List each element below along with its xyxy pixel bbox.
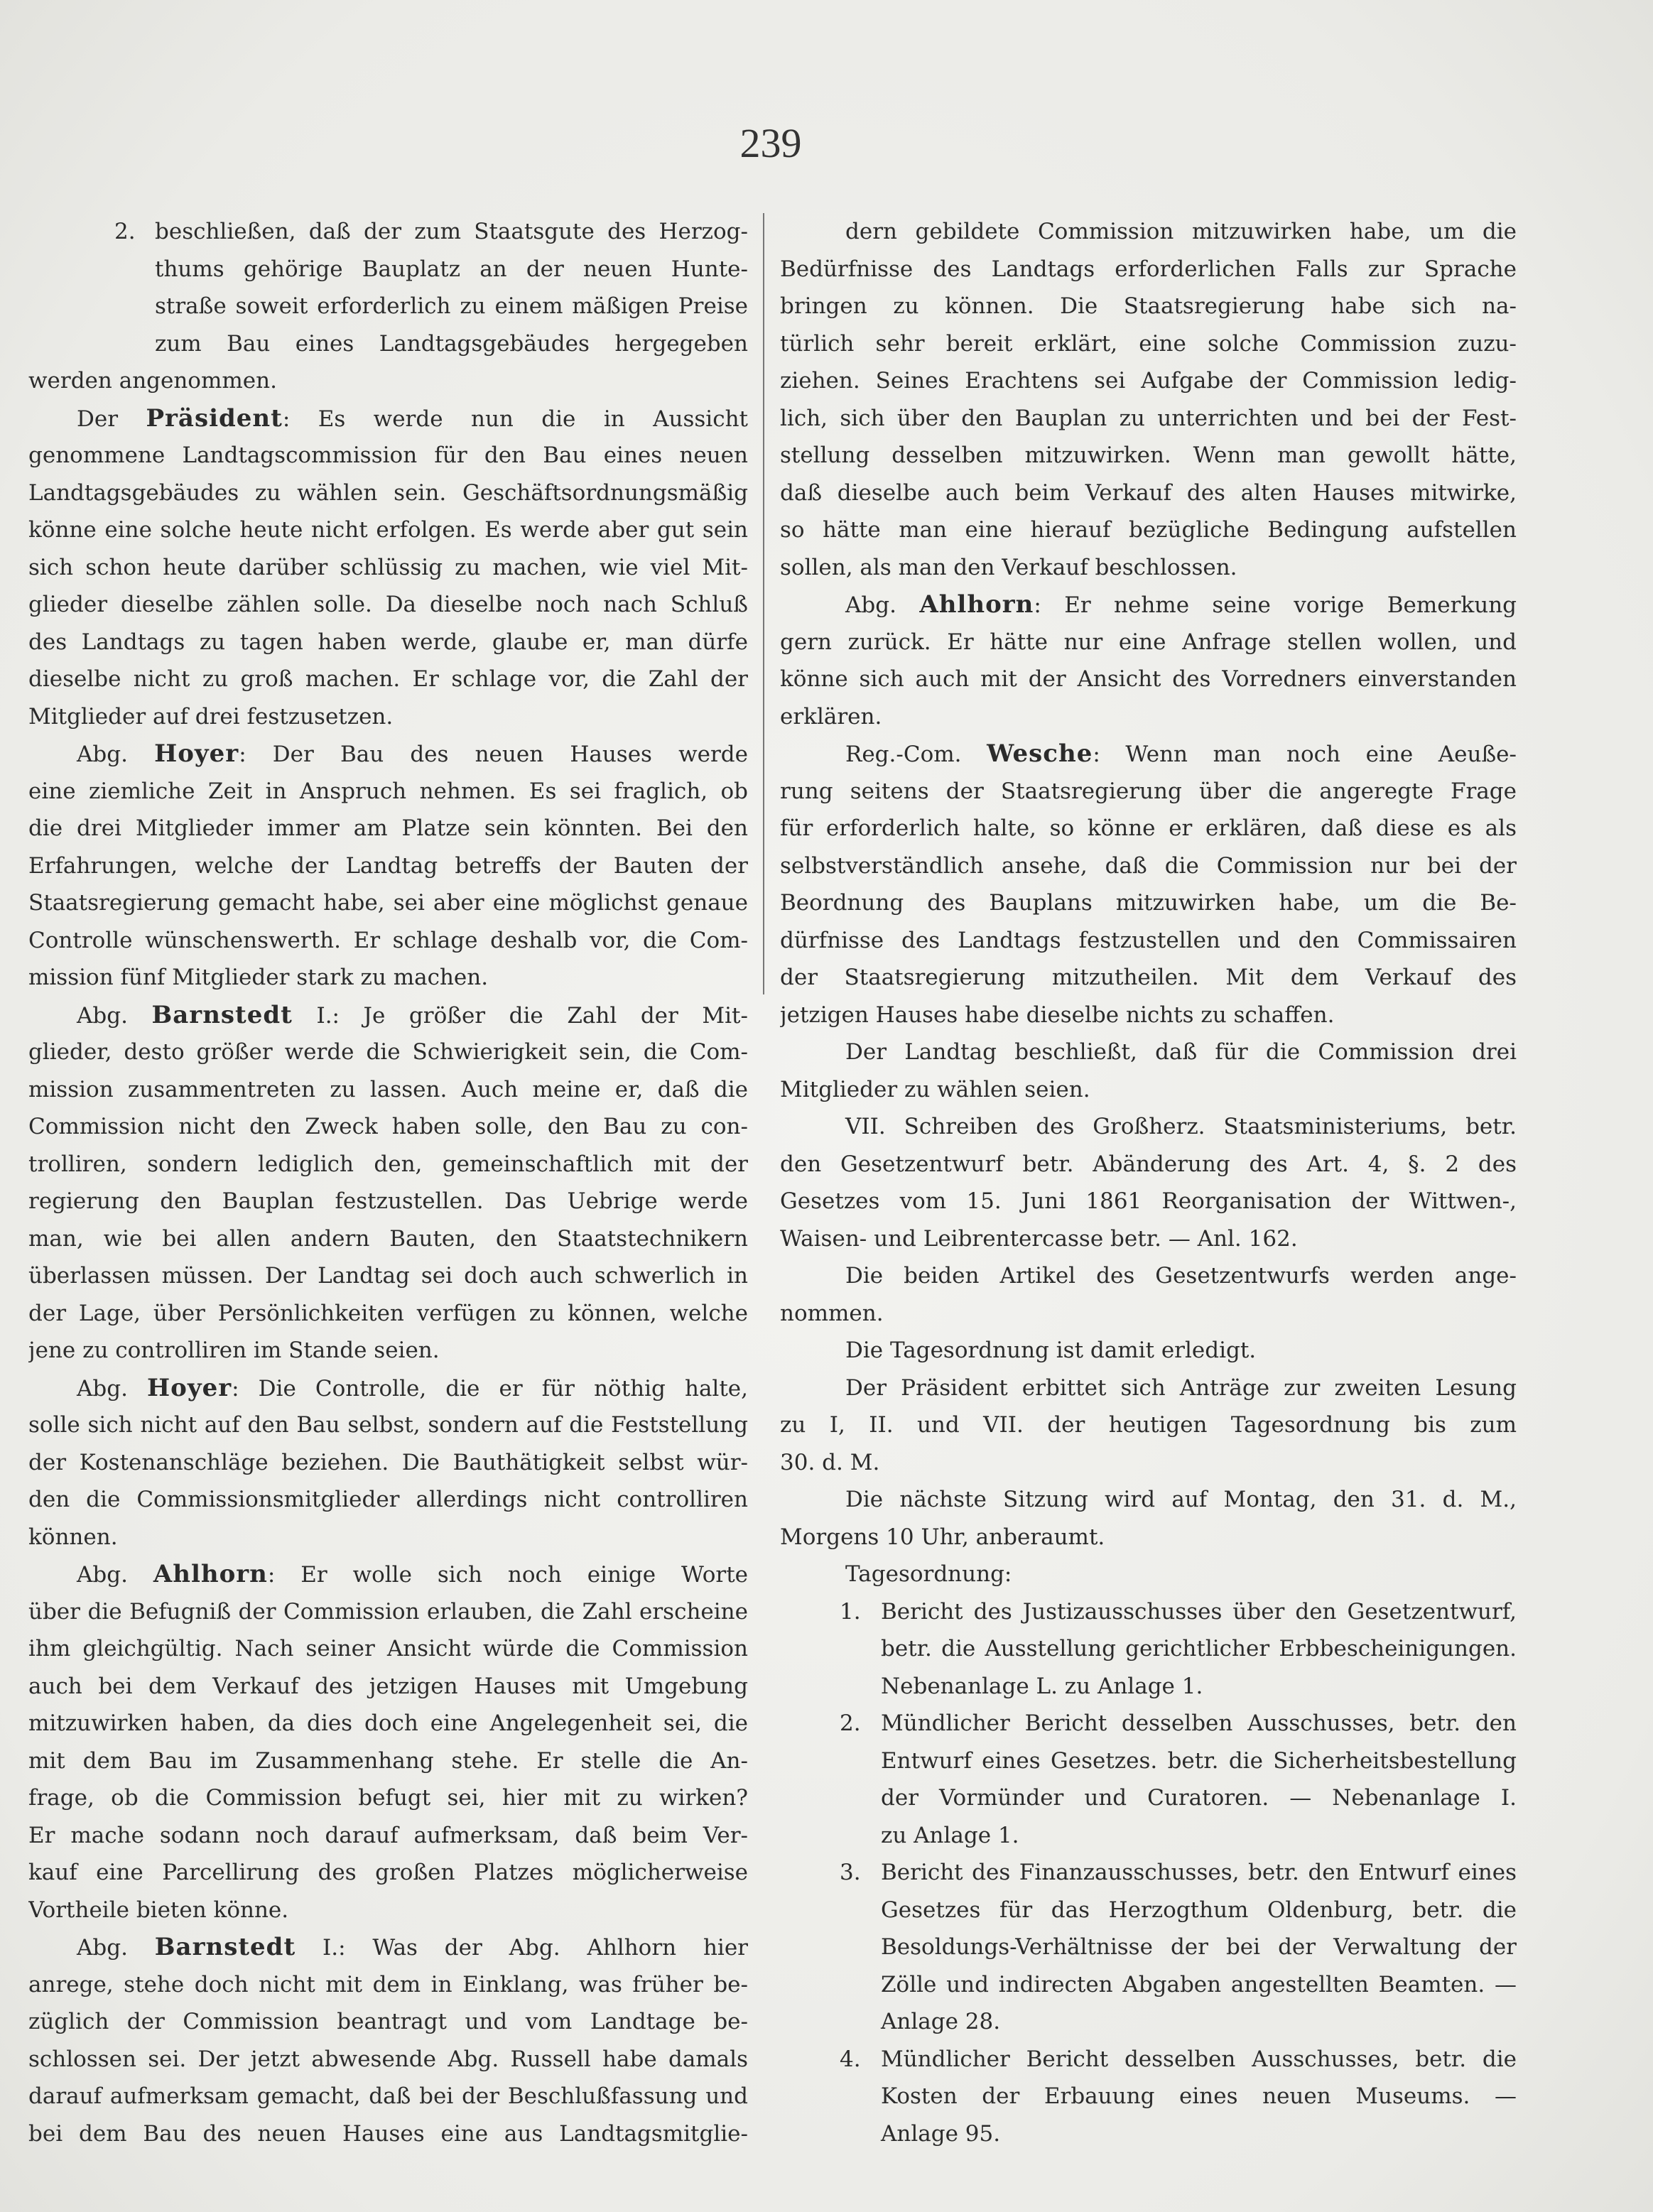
text-line: zum Bau eines Landtagsgebäudes hergegeben — [155, 330, 748, 357]
text-line: Beordnung des Bauplans mitzuwirken habe, um die Be- — [780, 890, 1517, 916]
speech-paragraph — [28, 1556, 748, 1929]
text-line: glieder dieselbe zählen solle. Da dieselbe noch nach Schluß — [28, 592, 748, 617]
text-line: überlassen müssen. Der Landtag sei doch auch schwerlich in — [28, 1263, 748, 1289]
text-line: kauf eine Parcellirung des großen Platzes möglicherweise — [28, 1860, 748, 1885]
speech-text: : Es werde nun die in Aussicht — [282, 406, 748, 432]
text-line: mit dem Bau im Zusammenhang stehe. Er stelle die An- — [28, 1747, 748, 1774]
text-line — [28, 400, 748, 438]
text-line: der Vormünder und Curatoren. — Nebenanlage I. — [881, 1785, 1517, 1811]
item-number: 2. — [114, 219, 136, 244]
speaker-name: Hoyer — [154, 739, 239, 768]
text-line: ziehen. Seines Erachtens sei Aufgabe der Commission ledig- — [780, 368, 1517, 394]
text-line: ihm gleichgültig. Nach seiner Ansicht würde die Commission — [28, 1636, 748, 1661]
text-line: sollen, als man den Verkauf beschlossen. — [780, 554, 1237, 580]
text-line: eine ziemliche Zeit in Anspruch nehmen. Es sei fraglich, ob — [28, 778, 748, 804]
text-line: könne eine solche heute nicht erfolgen. Es werde aber gut sein — [28, 517, 748, 543]
text-line: straße soweit erforderlich zu einem mäßigen Preise — [155, 293, 748, 319]
speech-text: : Wenn man noch eine Aeuße- — [1093, 742, 1517, 767]
text-line — [28, 1556, 748, 1593]
text-line: Waisen- und Leibrentercasse betr. — Anl. 162. — [780, 1225, 1298, 1252]
text-line: so hätte man eine hierauf bezügliche Bedingung aufstellen — [780, 517, 1517, 543]
paragraph — [780, 1370, 1517, 1482]
item-number: 3. — [840, 1860, 861, 1885]
text-line: Der Präsident erbittet sich Anträge zur zweiten Lesung — [845, 1375, 1517, 1401]
text-line: frage, ob die Commission befugt sei, hier mit zu wirken? — [28, 1785, 748, 1811]
speaker-name: Ahlhorn — [153, 1560, 268, 1588]
text-line: Mündlicher Bericht desselben Ausschusses, betr. den — [881, 1710, 1517, 1736]
text-line: thums gehörige Bauplatz an der neuen Hunte- — [155, 256, 748, 282]
text-line: züglich der Commission beantragt und vom Landtage be- — [28, 2009, 748, 2034]
right-column — [780, 213, 1517, 2152]
text-line: Zölle und indirecten Abgaben angestellten Beamten. — — [881, 1971, 1517, 1997]
text-line: man, wie bei allen andern Bauten, den Staatstechnikern — [28, 1225, 748, 1252]
text-line: auch bei dem Verkauf des jetzigen Hauses mit Umgebung — [28, 1673, 748, 1699]
agenda-item — [780, 1705, 1517, 1854]
paragraph — [780, 1257, 1517, 1332]
text-line: Gesetzes vom 15. Juni 1861 Reorganisation der Wittwen-, — [780, 1188, 1517, 1214]
text-line: jetzigen Hauses habe dieselbe nichts zu schaffen. — [780, 1002, 1335, 1028]
left-column — [28, 213, 748, 2152]
speech-paragraph — [780, 735, 1517, 1034]
speech-text: I.: Was der Abg. Ahlhorn hier — [296, 1935, 748, 1961]
text-line: bringen zu können. Die Staatsregierung habe sich na- — [780, 293, 1517, 319]
speech-paragraph — [28, 400, 748, 736]
column-divider — [763, 213, 764, 994]
text-line: gern zurück. Er hätte nur eine Anfrage stellen wollen, und — [780, 629, 1517, 655]
text-line: der Lage, über Persönlichkeiten verfügen zu können, welche — [28, 1300, 748, 1326]
text-line — [780, 586, 1517, 624]
text-line: zu I, II. und VII. der heutigen Tagesordnung bis zum — [780, 1412, 1517, 1438]
paragraph — [780, 1332, 1517, 1370]
text-line: mission zusammentreten zu lassen. Auch meine er, daß die — [28, 1076, 748, 1102]
text-line: Bericht des Justizausschusses über den Gesetzentwurf, — [881, 1598, 1517, 1625]
text-line: den die Commissionsmitglieder allerdings nicht controlliren — [28, 1487, 748, 1512]
agenda-item — [780, 1854, 1517, 2041]
text-line: darauf aufmerksam gemacht, daß bei der Beschlußfassung und — [28, 2083, 748, 2109]
text-line: Die beiden Artikel des Gesetzentwurfs werden ange- — [845, 1263, 1517, 1289]
text-line: der Kostenanschläge beziehen. Die Bauthätigkeit selbst wür- — [28, 1449, 748, 1475]
text-line: können. — [28, 1524, 118, 1550]
text-line: bei dem Bau des neuen Hauses eine aus Landtagsmitglie- — [28, 2120, 748, 2147]
speech-text: I.: Je größer die Zahl der Mit- — [292, 1002, 748, 1029]
text-line: anrege, stehe doch nicht mit dem in Einklang, was früher be- — [28, 1971, 748, 1997]
text-line: Gesetzes für das Herzogthum Oldenburg, betr. die — [881, 1897, 1517, 1923]
paragraph — [780, 1108, 1517, 1257]
text-line: trolliren, sondern lediglich den, gemeinschaftlich mit der — [28, 1151, 748, 1177]
text-line — [28, 997, 748, 1034]
text-line: die drei Mitglieder immer am Platze sein könnten. Bei den — [28, 815, 748, 841]
item-number: 4. — [840, 2046, 861, 2072]
speaker-title: Abg. — [77, 1375, 128, 1402]
paragraph — [28, 362, 748, 400]
text-line — [28, 1370, 748, 1407]
text-line: Mündlicher Bericht desselben Ausschusses, betr. die — [881, 2046, 1517, 2072]
text-line: beschließen, daß der zum Staatsgute des Herzog- — [155, 219, 748, 244]
text-line: Tagesordnung: — [845, 1561, 1012, 1587]
text-line: Landtagsgebäudes zu wählen sein. Geschäftsordnungsmäßig — [28, 479, 748, 506]
text-line: dern gebildete Commission mitzuwirken habe, um die — [845, 219, 1517, 244]
speaker-title: Abg. — [77, 1002, 128, 1029]
text-line: mission fünf Mitglieder stark zu machen. — [28, 965, 489, 990]
text-line: solle sich nicht auf den Bau selbst, sondern auf die Feststellung — [28, 1412, 748, 1438]
speech-text: : Die Controlle, die er für nöthig halte, — [232, 1375, 748, 1402]
agenda-item — [28, 213, 748, 362]
item-number: 1. — [840, 1598, 861, 1625]
text-line — [28, 1929, 748, 1966]
speech-paragraph — [28, 1370, 748, 1556]
text-line: werden angenommen. — [28, 368, 277, 394]
text-line: Morgens 10 Uhr, anberaumt. — [780, 1524, 1105, 1550]
text-line: lich, sich über den Bauplan zu unterrichten und bei der Fest- — [780, 405, 1517, 431]
text-line: betr. die Ausstellung gerichtlicher Erbbescheinigungen. — [881, 1636, 1517, 1661]
text-line: Mitglieder zu wählen seien. — [780, 1076, 1090, 1102]
speaker-title: Abg. — [845, 592, 896, 618]
text-line — [780, 735, 1517, 773]
text-line: Staatsregierung gemacht habe, sei aber eine möglichst genaue — [28, 890, 748, 916]
text-line: Entwurf eines Gesetzes. betr. die Sicherheitsbestellung — [881, 1747, 1517, 1774]
page-number: 239 — [739, 120, 802, 166]
paragraph — [780, 213, 1517, 586]
text-line: türlich sehr bereit erklärt, eine solche Commission zuzu- — [780, 330, 1517, 357]
speaker-title: Reg.-Com. — [845, 742, 962, 767]
text-line: Kosten der Erbauung eines neuen Museums. — — [881, 2083, 1517, 2109]
text-line: schlossen sei. Der jetzt abwesende Abg. Russell habe damals — [28, 2046, 748, 2072]
speech-text: : Der Bau des neuen Hauses werde — [239, 742, 748, 767]
text-line: mitzuwirken haben, da dies doch eine Angelegenheit sei, die — [28, 1710, 748, 1736]
text-line: VII. Schreiben des Großherz. Staatsministeriums, betr. — [845, 1114, 1517, 1139]
text-line: Commission nicht den Zweck haben solle, den Bau zu con- — [28, 1114, 748, 1139]
speech-paragraph — [780, 586, 1517, 735]
paragraph — [780, 1034, 1517, 1108]
text-line: daß dieselbe auch beim Verkauf des alten Hauses mitwirke, — [780, 479, 1517, 506]
text-line: selbstverständlich ansehe, daß die Commission nur bei der — [780, 852, 1517, 879]
text-line: über die Befugniß der Commission erlauben, die Zahl erscheine — [28, 1598, 748, 1625]
text-line: 30. d. M. — [780, 1449, 880, 1475]
text-line: dieselbe nicht zu groß machen. Er schlage vor, die Zahl der — [28, 666, 748, 692]
agenda-item — [780, 1593, 1517, 1706]
speech-paragraph — [28, 997, 748, 1370]
text-line: regierung den Bauplan festzustellen. Das Uebrige werde — [28, 1188, 748, 1214]
text-line: Besoldungs-Verhältnisse der bei der Verwaltung der — [881, 1934, 1517, 1960]
text-line: den Gesetzentwurf betr. Abänderung des Art. 4, §. 2 des — [780, 1151, 1517, 1177]
speech-paragraph — [28, 1929, 748, 2152]
text-line: Anlage 28. — [881, 2009, 1001, 2034]
text-line: sich schon heute darüber schlüssig zu machen, wie viel Mit- — [28, 554, 748, 580]
text-line: könne sich auch mit der Ansicht des Vorredners einverstanden — [780, 666, 1517, 692]
text-line: genommene Landtagscommission für den Bau eines neuen — [28, 443, 748, 468]
text-line: stellung desselben mitzuwirken. Wenn man gewollt hätte, — [780, 443, 1517, 468]
text-line: Die nächste Sitzung wird auf Montag, den 31. d. M., — [845, 1487, 1517, 1512]
text-line: der Staatsregierung mitzutheilen. Mit dem Verkauf des — [780, 965, 1517, 990]
speaker-name: Wesche — [987, 739, 1093, 768]
speaker-name: Ahlhorn — [919, 590, 1034, 619]
speech-paragraph — [28, 735, 748, 997]
text-line: Der Landtag beschließt, daß für die Commission drei — [845, 1039, 1517, 1065]
text-line — [28, 735, 748, 773]
text-line: Vortheile bieten könne. — [28, 1897, 289, 1923]
text-line: nommen. — [780, 1300, 884, 1326]
text-line: jene zu controlliren im Stande seien. — [28, 1338, 440, 1363]
item-number: 2. — [840, 1710, 861, 1736]
text-line: Controlle wünschenswerth. Er schlage deshalb vor, die Com- — [28, 927, 748, 953]
text-line: Anlage 95. — [881, 2120, 1001, 2147]
text-line: rung seitens der Staatsregierung über die angeregte Frage — [780, 778, 1517, 804]
paragraph — [780, 1481, 1517, 1556]
text-line: zu Anlage 1. — [881, 1822, 1019, 1848]
speaker-title: Der — [77, 406, 119, 432]
agenda-item — [780, 2041, 1517, 2153]
speaker-name: Barnstedt — [154, 1933, 296, 1961]
speaker-name: Barnstedt — [151, 1000, 293, 1029]
speaker-title: Abg. — [77, 742, 128, 767]
speech-text: : Er nehme seine vorige Bemerkung — [1034, 592, 1517, 618]
text-line: Er mache sodann noch darauf aufmerksam, daß beim Ver- — [28, 1822, 748, 1848]
speech-text: : Er wolle sich noch einige Worte — [267, 1562, 748, 1588]
speaker-title: Abg. — [77, 1562, 128, 1588]
text-line: für erforderlich halte, so könne er erklären, daß diese es als — [780, 815, 1517, 841]
speaker-name: Präsident — [146, 403, 283, 433]
text-line: erklären. — [780, 703, 882, 730]
text-line: Die Tagesordnung ist damit erledigt. — [845, 1338, 1257, 1363]
speaker-name: Hoyer — [147, 1373, 232, 1402]
text-line: glieder, desto größer werde die Schwierigkeit sein, die Com- — [28, 1039, 748, 1065]
paragraph — [780, 1556, 1517, 1593]
text-line: Nebenanlage L. zu Anlage 1. — [881, 1673, 1203, 1699]
text-line: des Landtags zu tagen haben werde, glaube er, man dürfe — [28, 629, 748, 655]
text-line: dürfnisse des Landtags festzustellen und den Commissairen — [780, 927, 1517, 953]
text-line: Bedürfnisse des Landtags erforderlichen Falls zur Sprache — [780, 256, 1517, 282]
speaker-title: Abg. — [77, 1935, 128, 1961]
text-line: Bericht des Finanzausschusses, betr. den Entwurf eines — [881, 1860, 1517, 1885]
text-line: Mitglieder auf drei festzusetzen. — [28, 703, 394, 730]
text-line: Erfahrungen, welche der Landtag betreffs der Bauten der — [28, 852, 748, 879]
